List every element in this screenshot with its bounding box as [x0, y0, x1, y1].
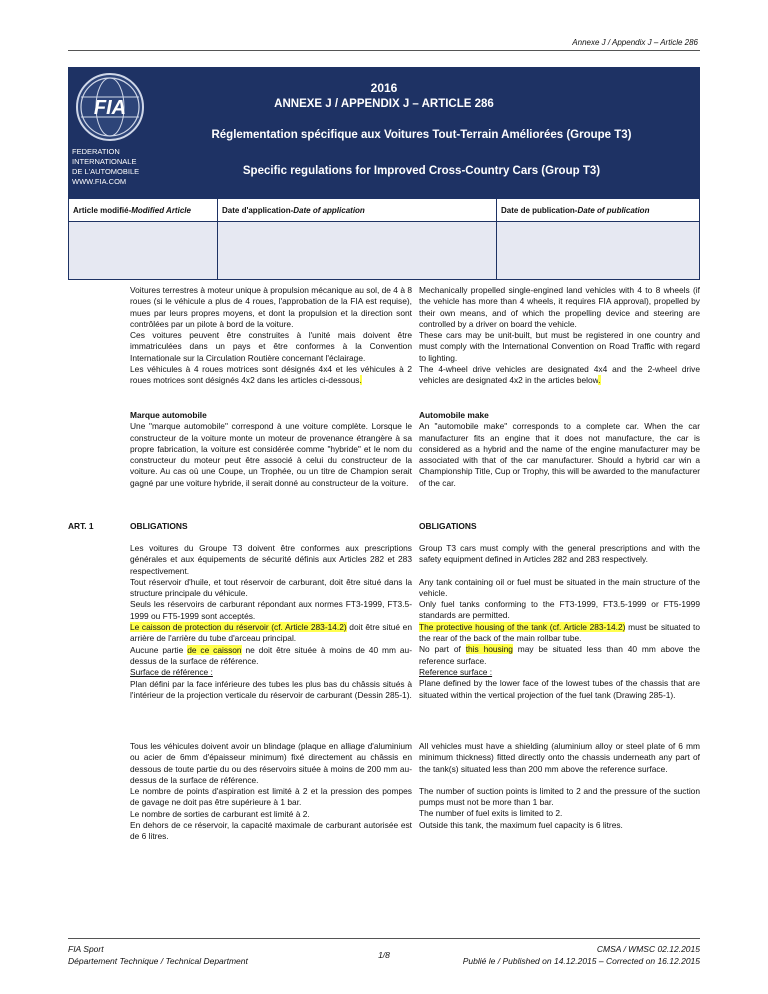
- paragraph: The number of suction points is limited to 2 and the pressure of the suction pumps must not be more than 1 bar.: [419, 785, 700, 808]
- paragraph: Plan défini par la face inférieure des tubes les plus bas du châssis situés à l'intérieur de la projection verticale du réservoir de carburant (Dessin 285-1).: [130, 678, 412, 700]
- title-banner: [68, 67, 700, 198]
- paragraph: Outside this tank, the maximum fuel capacity is 6 litres.: [419, 819, 623, 830]
- paragraph: Tous les véhicules doivent avoir un blindage (plaque en alliage d'aluminium ou acier de 6mm d'épaisseur minimum) fixé directement au châssis en dessous de toute partie du ou des réservoirs située à moins de 200 mm au-dessus de la surface de référence.: [130, 741, 412, 785]
- col-date-publication: Date de publication-Date of publication: [497, 199, 700, 222]
- footer-dept: Département Technique / Technical Department: [68, 956, 248, 966]
- org-line: INTERNATIONALE: [72, 157, 137, 166]
- banner-subtitle-fr: Réglementation spécifique aux Voitures Tout-Terrain Améliorées (Groupe T3): [211, 129, 632, 141]
- article1-fr-a: [130, 543, 412, 701]
- paragraph: Le caisson de protection du réservoir (cf. Article 283-14.2) doit être situé en arrière de l'arrière du tube d'arceau principal.: [130, 622, 412, 644]
- cell-modified-article: [69, 222, 218, 280]
- paragraph: Mechanically propelled single-engined land vehicles with 4 to 8 wheels (if the vehicle has more than 4 wheels, it requires FIA approval), propelled by their own means, and of which the propelling device and steering are controlled by a driver on board the vehicle.: [419, 285, 700, 329]
- paragraph: Les véhicules à 4 roues motrices sont désignés 4x4 et les véhicules à 2 roues motrices sont désignés 4x2 dans les articles ci-dessous.: [130, 364, 412, 386]
- amendment-table: [68, 198, 700, 280]
- paragraph: Group T3 cars must comply with the general prescriptions and with the safety equipment defined in Articles 282 and 283 respectively.: [419, 543, 700, 565]
- running-title: Annexe J / Appendix J – Article 286: [572, 38, 698, 47]
- make-fr: [130, 410, 412, 489]
- footer-rule: [68, 938, 700, 939]
- paragraph: Only fuel tanks conforming to the FT3-1999, FT3.5-1999 or FT5-1999 standards are permitted.: [419, 599, 700, 621]
- banner-year: 2016: [370, 81, 398, 95]
- article1-en-b: [419, 741, 700, 831]
- logo-text: FIA: [93, 97, 127, 119]
- paragraph: Ces voitures peuvent être construites à l'unité mais doivent être immatriculées dans un pays et être conformes à la Convention Internationale sur la Circulation Routière concernant l'éclairage.: [130, 330, 412, 363]
- paragraph: Le nombre de points d'aspiration est limité à 2 et la pression des pompes de gavage ne doit pas être supérieure à 1 bar.: [130, 786, 412, 808]
- banner-title: ANNEXE J / APPENDIX J – ARTICLE 286: [274, 98, 494, 110]
- paragraph: Voitures terrestres à moteur unique à propulsion mécanique au sol, de 4 à 8 roues (si le véhicule a plus de 4 roues, l'approbation de la FIA est requise), mues par leurs propres moyens, et dont la propulsion et la direction sont contrôlées par un pilote à bord de la voiture.: [130, 285, 412, 329]
- federation-name: [72, 147, 139, 187]
- footer-meeting: CMSA / WMSC 02.12.2015: [596, 944, 700, 954]
- article-title-fr: OBLIGATIONS: [130, 521, 188, 531]
- article1-fr-b: [130, 741, 412, 843]
- article-title-en: OBLIGATIONS: [419, 521, 477, 531]
- paragraph: The protective housing of the tank (cf. Article 283-14.2) must be situated to the rear of the back of the main rollbar tube.: [419, 621, 701, 644]
- page-number: 1/8: [378, 950, 390, 960]
- footer-left: [68, 943, 248, 967]
- paragraph: Seuls les réservoirs de carburant répondant aux normes FT3-1999, FT3.5-1999 ou FT5-1999 sont acceptés.: [130, 599, 412, 621]
- paragraph: No part of this housing may be situated less than 40 mm above the reference surface.: [419, 644, 700, 666]
- paragraph: En dehors de ce réservoir, la capacité maximale de carburant autorisée est de 6 litres.: [130, 820, 412, 842]
- section-heading: Marque automobile: [130, 410, 207, 420]
- col-modified-article: Article modifié-Modified Article: [69, 199, 218, 222]
- paragraph: Tout réservoir d'huile, et tout réservoir de carburant, doit être situé dans la structure principale du véhicule.: [130, 576, 412, 599]
- paragraph: Reference surface :: [419, 666, 493, 677]
- cell-date-publication: [497, 222, 700, 280]
- paragraph: The 4-wheel drive vehicles are designated 4x4 and the 2-wheel drive vehicles are designated 4x2 in the articles below.: [419, 364, 700, 386]
- paragraph: An "automobile make" corresponds to a complete car. When the car manufacturer fits an engine that it does not manufacture, the car is considered as a hybrid and the name of the engine manufacturer may be associated with that of the car manufacturer. Should a hybrid car win a Championship Title, Cup or Trophy, this will be awarded to the manufacturer of the car.: [419, 421, 701, 488]
- article-number: ART. 1: [68, 521, 94, 531]
- intro-en: [419, 285, 700, 387]
- paragraph: The number of fuel exits is limited to 2.: [419, 808, 563, 819]
- paragraph: Surface de référence :: [130, 667, 213, 678]
- paragraph: Les voitures du Groupe T3 doivent être conformes aux prescriptions générales et aux équipements de sécurité définis aux Articles 282 et 283 respectivement.: [130, 543, 412, 576]
- article1-en-a: [419, 543, 700, 701]
- paragraph: Une "marque automobile" correspond à une voiture complète. Lorsque le constructeur de la voiture monte un moteur de provenance étrangère à sa propre fabrication, la voiture est considérée comme "hybride" et le nom du constructeur du moteur peut être associé à celui du constructeur de la voiture. Au cas où une Coupe, un Trophée, ou un titre de Champion serait gagné par une voiture hybride, il serait donné au constructeur de la voiture.: [130, 421, 412, 488]
- org-line: WWW.FIA.COM: [72, 177, 127, 186]
- section-heading: Automobile make: [419, 410, 489, 420]
- banner-subtitle-en: Specific regulations for Improved Cross-Country Cars (Group T3): [242, 165, 601, 177]
- footer-right: [463, 943, 700, 967]
- footer-org: FIA Sport: [68, 944, 104, 954]
- paragraph: Le nombre de sorties de carburant est limité à 2.: [130, 808, 310, 819]
- intro-fr: [130, 285, 412, 387]
- org-line: DE L'AUTOMOBILE: [72, 167, 140, 176]
- paragraph: Any tank containing oil or fuel must be situated in the main structure of the vehicle.: [419, 576, 700, 598]
- paragraph: Plane defined by the lower face of the lowest tubes of the chassis that are situated within the vertical projection of the fuel tank (Drawing 285-1).: [419, 678, 700, 700]
- col-date-application: Date d'application-Date of application: [218, 199, 497, 222]
- make-en: [419, 410, 700, 489]
- cell-date-application: [218, 222, 497, 280]
- org-line: FEDERATION: [72, 147, 120, 156]
- header-rule: [68, 50, 700, 51]
- paragraph: These cars may be unit-built, but must be registered in one country and must comply with the International Convention on Road Traffic with regard to lighting.: [419, 330, 700, 363]
- footer-published: Publié le / Published on 14.12.2015 – Corrected on 16.12.2015: [462, 956, 700, 966]
- paragraph: Aucune partie de ce caisson ne doit être située à moins de 40 mm au-dessus de la surface de référence.: [130, 644, 412, 666]
- paragraph: All vehicles must have a shielding (aluminium alloy or steel plate of 6 mm minimum thickness) fitted directly onto the chassis underneath any part of the tank(s) situated less than 200 mm above the reference surface.: [419, 741, 700, 774]
